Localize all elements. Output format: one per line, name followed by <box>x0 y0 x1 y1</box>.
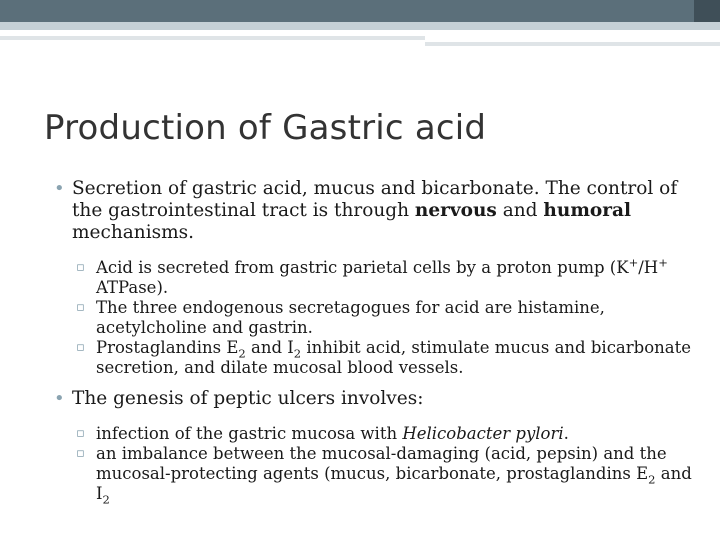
subscript: 2 <box>648 472 656 487</box>
superscript: + <box>628 255 639 270</box>
square-bullet-icon: ▫ <box>76 300 85 315</box>
sub-text: infection of the gastric mucosa with <box>96 424 403 443</box>
decor-line-left <box>0 36 425 40</box>
sub-text: inhibit acid, stimulate mucus and bicarbonate secretion, and dilate mucosal blood vessels. <box>96 338 692 377</box>
bullet-text: Secretion of gastric acid, mucus and bicarbonate. The control of the gastrointestinal tract is through <box>72 178 678 221</box>
sub-text: Prostaglandins E <box>96 338 239 357</box>
header-accent <box>694 0 720 22</box>
bullet-secretion <box>52 178 692 244</box>
sub-text: ATPase). <box>96 278 169 297</box>
sub-text: Acid is secreted from gastric parietal cells by a proton pump (K <box>96 258 629 277</box>
bullet-dot-icon: • <box>54 388 65 409</box>
square-bullet-icon: ▫ <box>76 260 85 275</box>
bold-term: humoral <box>543 200 631 221</box>
bold-term: nervous <box>414 200 497 221</box>
decor-line-right <box>425 42 720 46</box>
sub-text: and I <box>245 338 294 357</box>
sub-text: . <box>563 424 569 443</box>
sub-text: The three endogenous secretagogues for acid are histamine, acetylcholine and gastrin. <box>96 298 605 337</box>
header-bar-light <box>0 22 720 30</box>
superscript: + <box>658 255 668 270</box>
sub-text: and I <box>96 464 692 503</box>
bullet-text: and <box>496 200 544 221</box>
bullet-text: mechanisms. <box>72 222 195 243</box>
sub-bullet-acid <box>52 255 692 298</box>
sub-bullet-imbalance <box>52 444 692 507</box>
subscript: 2 <box>293 346 302 361</box>
slide-title: Production of Gastric acid <box>44 108 487 148</box>
subscript: 2 <box>238 346 246 361</box>
sub-bullet-hpylori <box>52 424 692 444</box>
bullet-dot-icon: • <box>54 178 65 199</box>
header-bar <box>0 0 720 22</box>
bullet-peptic-ulcers <box>52 388 692 410</box>
sub-bullet-prostaglandins <box>52 338 692 378</box>
bullet-text: The genesis of peptic ulcers involves: <box>72 388 424 409</box>
square-bullet-icon: ▫ <box>76 426 85 441</box>
italic-term: Helicobacter pylori <box>402 424 564 443</box>
square-bullet-icon: ▫ <box>76 446 85 461</box>
square-bullet-icon: ▫ <box>76 340 85 355</box>
sub-bullet-secretagogues <box>52 298 692 338</box>
slide-content <box>52 178 692 507</box>
subscript: 2 <box>102 492 110 507</box>
sub-text: an imbalance between the mucosal-damaging (acid, pepsin) and the mucosal-protecting agents (mucus, bicarbonate, prostaglandins E <box>96 444 667 483</box>
sub-text: /H <box>638 258 659 277</box>
